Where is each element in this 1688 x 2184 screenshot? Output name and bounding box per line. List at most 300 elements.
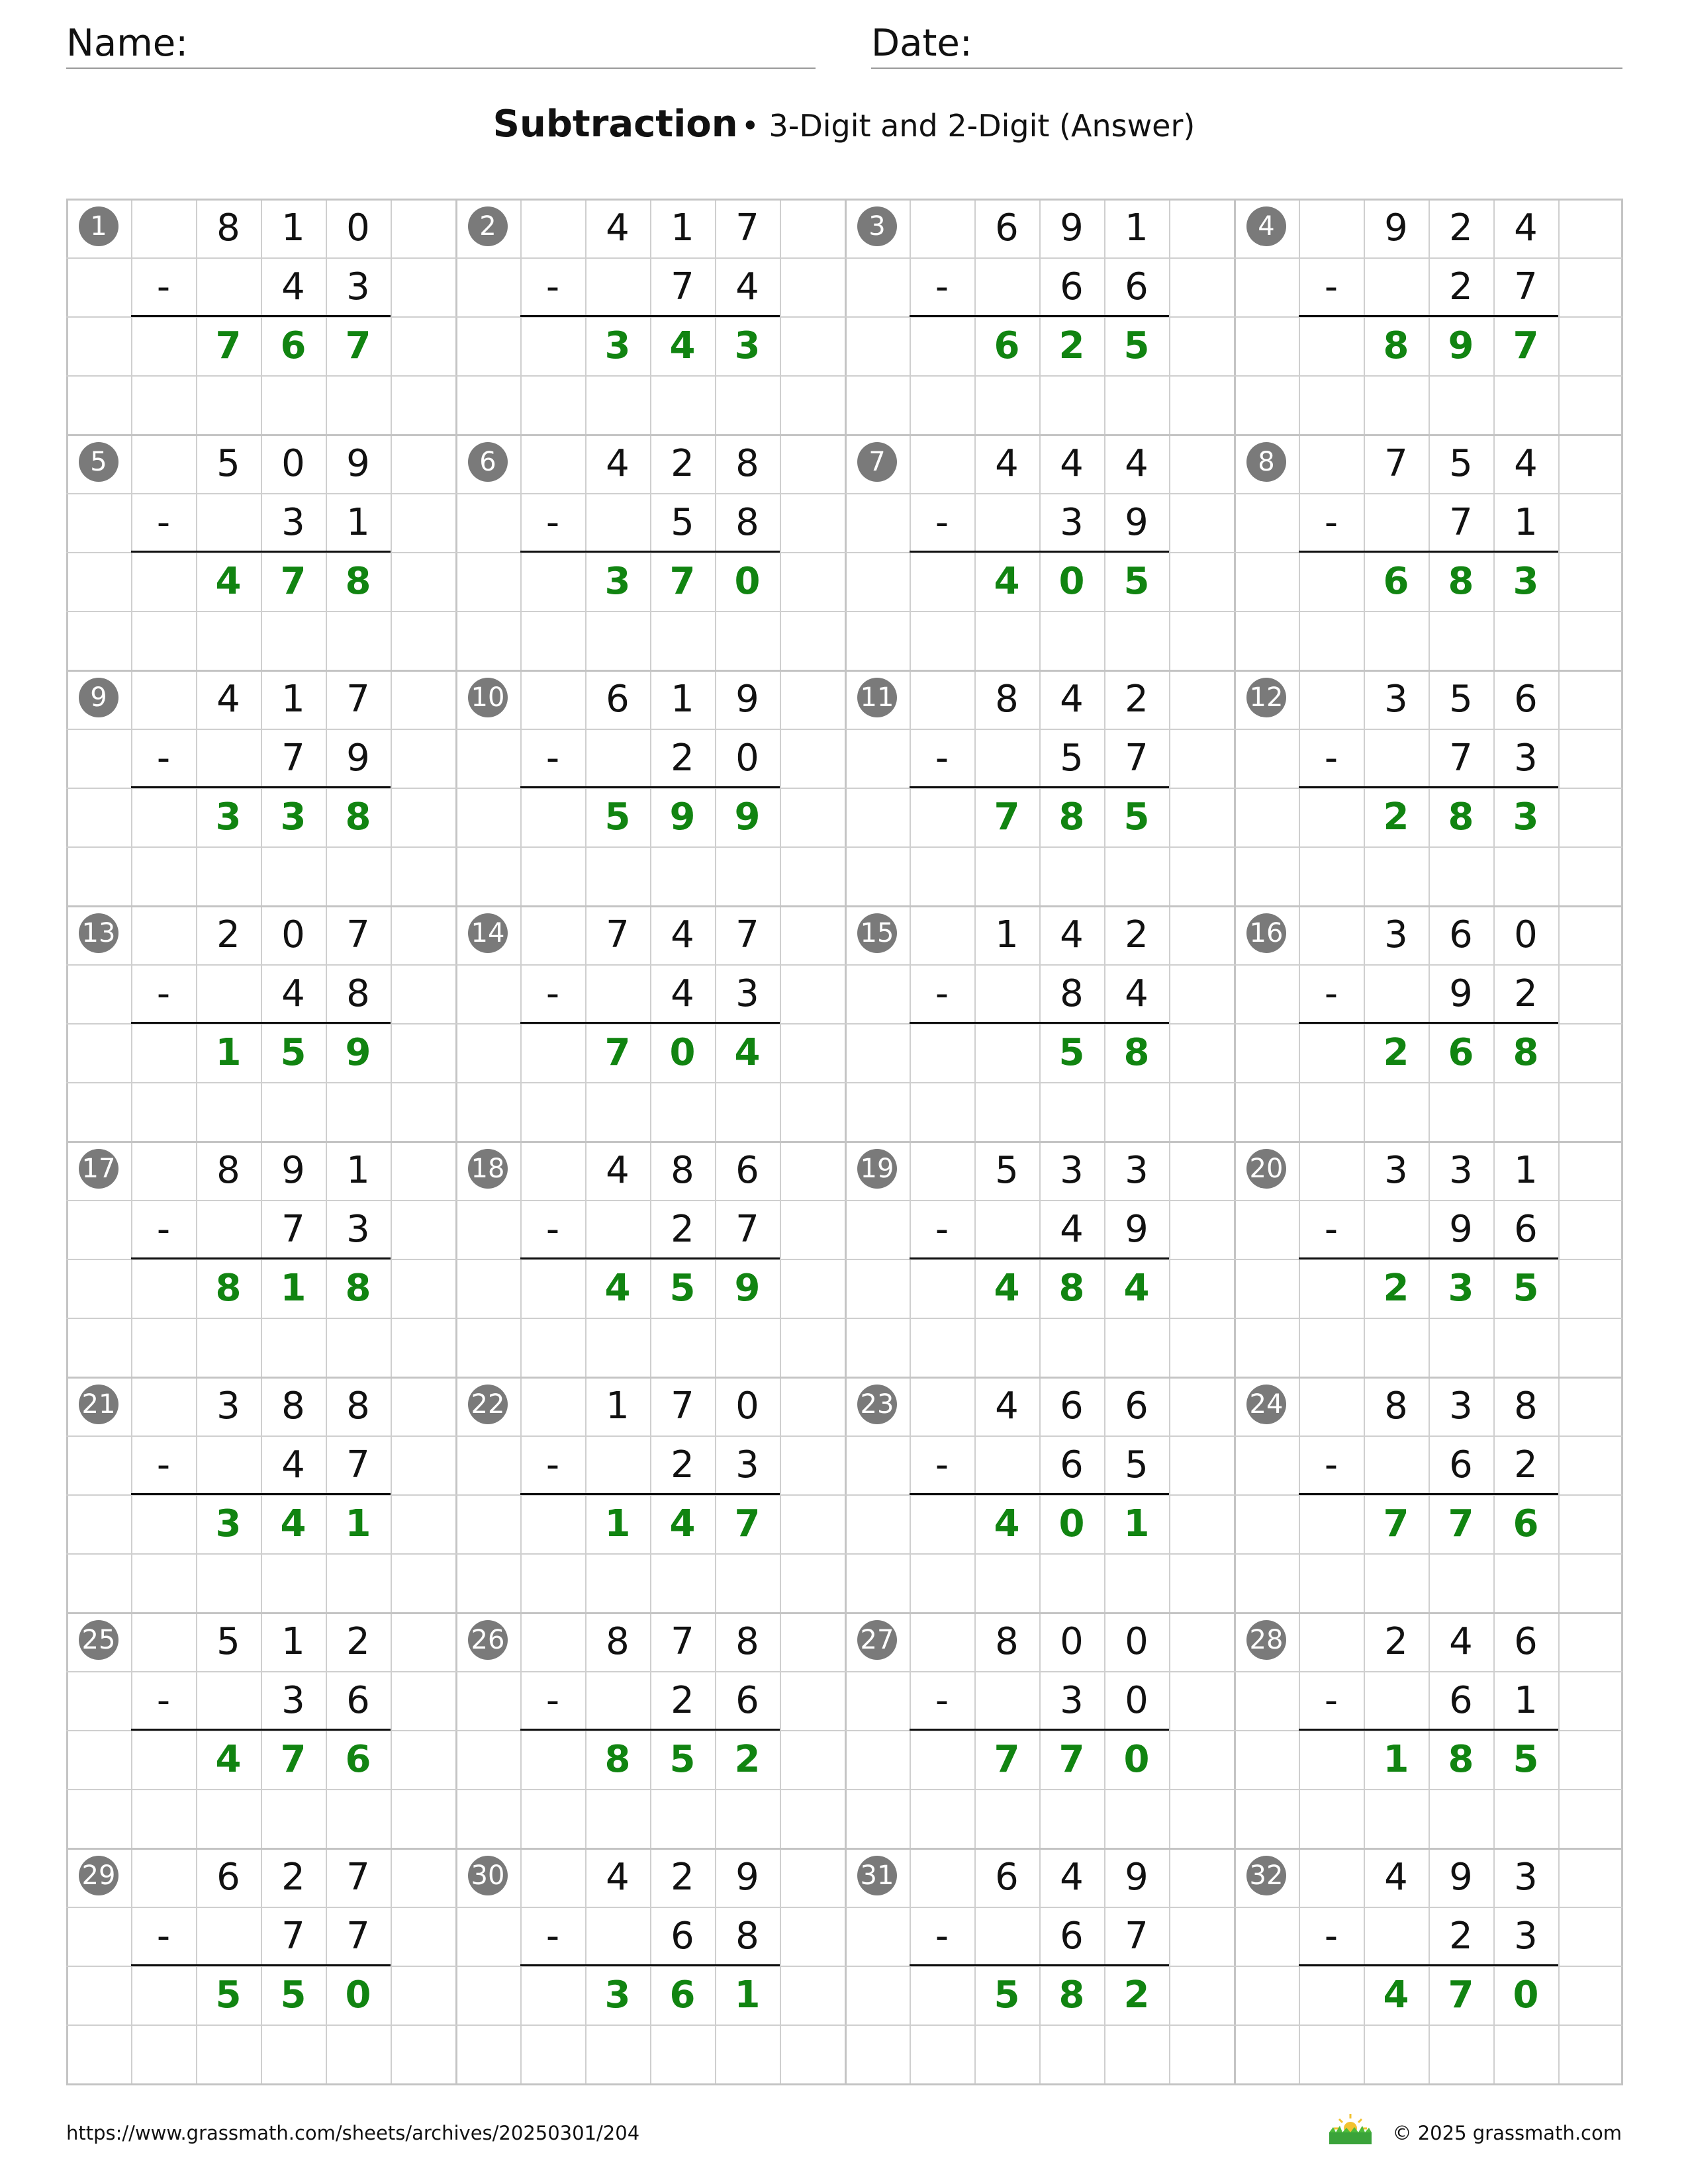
subtrahend-digit: 7 bbox=[735, 1207, 759, 1251]
answer-digit: 9 bbox=[1448, 324, 1474, 367]
answer-digit: 3 bbox=[215, 795, 242, 839]
minuend-digit: 6 bbox=[1514, 1619, 1538, 1663]
problem-12 bbox=[1234, 670, 1623, 905]
grid-line bbox=[66, 2083, 1622, 2085]
answer-digit: 6 bbox=[994, 324, 1020, 367]
answer-digit: 3 bbox=[1513, 559, 1539, 603]
problem-number-badge: 10 bbox=[468, 678, 508, 717]
answer-rule bbox=[131, 1964, 391, 1966]
answer-rule bbox=[1299, 1964, 1558, 1966]
answer-rule bbox=[520, 786, 780, 788]
minuend-digit: 6 bbox=[216, 1855, 240, 1899]
minus-sign: - bbox=[1324, 265, 1338, 308]
minuend-digit: 1 bbox=[281, 206, 305, 250]
answer-digit: 2 bbox=[1383, 795, 1409, 839]
minuend-digit: 1 bbox=[281, 1619, 305, 1663]
minuend-digit: 1 bbox=[1125, 206, 1149, 250]
minuend-digit: 3 bbox=[216, 1384, 240, 1428]
minus-sign: - bbox=[545, 1678, 560, 1722]
answer-rule bbox=[131, 551, 391, 553]
answer-digit: 8 bbox=[604, 1737, 631, 1781]
subtrahend-digit: 7 bbox=[1449, 736, 1473, 780]
answer-rule bbox=[520, 315, 780, 317]
problem-number-badge: 6 bbox=[468, 442, 508, 482]
problem-17 bbox=[66, 1141, 455, 1377]
answer-digit: 3 bbox=[604, 324, 631, 367]
answer-digit: 5 bbox=[215, 1973, 242, 2017]
problem-24 bbox=[1234, 1377, 1623, 1612]
minuend-digit: 4 bbox=[1384, 1855, 1408, 1899]
answer-digit: 3 bbox=[604, 1973, 631, 2017]
minuend-digit: 8 bbox=[606, 1619, 630, 1663]
problem-number-badge: 21 bbox=[79, 1385, 118, 1424]
answer-digit: 7 bbox=[215, 324, 242, 367]
subtrahend-digit: 6 bbox=[671, 1914, 694, 1958]
minuend-digit: 5 bbox=[1449, 677, 1473, 721]
minuend-digit: 9 bbox=[735, 677, 759, 721]
problem-number-badge: 5 bbox=[79, 442, 118, 482]
problem-9 bbox=[66, 670, 455, 905]
problem-8 bbox=[1234, 434, 1623, 670]
answer-digit: 7 bbox=[1058, 1737, 1085, 1781]
minuend-digit: 1 bbox=[606, 1384, 630, 1428]
minus-sign: - bbox=[156, 1914, 171, 1958]
subtrahend-digit: 7 bbox=[1125, 1914, 1149, 1958]
minus-sign: - bbox=[935, 500, 949, 544]
answer-digit: 7 bbox=[669, 559, 696, 603]
answer-digit: 4 bbox=[1123, 1266, 1150, 1310]
answer-digit: 0 bbox=[1123, 1737, 1150, 1781]
minus-sign: - bbox=[935, 1207, 949, 1251]
answer-digit: 4 bbox=[734, 1030, 761, 1074]
minuend-digit: 7 bbox=[1384, 441, 1408, 485]
answer-digit: 7 bbox=[345, 324, 371, 367]
answer-rule bbox=[910, 1257, 1169, 1259]
subtrahend-digit: 3 bbox=[1060, 500, 1084, 544]
problem-number-badge: 18 bbox=[468, 1149, 508, 1189]
name-line[interactable] bbox=[66, 68, 816, 69]
minuend-digit: 3 bbox=[1060, 1148, 1084, 1192]
answer-digit: 5 bbox=[604, 795, 631, 839]
problem-5 bbox=[66, 434, 455, 670]
problem-6 bbox=[455, 434, 845, 670]
answer-rule bbox=[1299, 551, 1558, 553]
problem-1 bbox=[66, 199, 455, 434]
minus-sign: - bbox=[545, 500, 560, 544]
subtrahend-digit: 6 bbox=[1449, 1443, 1473, 1486]
minuend-digit: 4 bbox=[671, 913, 694, 956]
minuend-digit: 4 bbox=[1449, 1619, 1473, 1663]
minuend-digit: 9 bbox=[735, 1855, 759, 1899]
minuend-digit: 1 bbox=[1514, 1148, 1538, 1192]
problem-18 bbox=[455, 1141, 845, 1377]
problem-number-badge: 1 bbox=[79, 206, 118, 246]
answer-digit: 8 bbox=[1448, 795, 1474, 839]
minus-sign: - bbox=[935, 265, 949, 308]
minuend-digit: 4 bbox=[1060, 677, 1084, 721]
problem-number-badge: 22 bbox=[468, 1385, 508, 1424]
problem-number-badge: 14 bbox=[468, 913, 508, 953]
subtrahend-digit: 2 bbox=[1449, 1914, 1473, 1958]
subtrahend-digit: 9 bbox=[1449, 1207, 1473, 1251]
answer-rule bbox=[131, 1493, 391, 1495]
problem-25 bbox=[66, 1612, 455, 1848]
minuend-digit: 7 bbox=[671, 1619, 694, 1663]
answer-digit: 4 bbox=[669, 1502, 696, 1545]
minus-sign: - bbox=[1324, 1678, 1338, 1722]
problem-26 bbox=[455, 1612, 845, 1848]
minuend-digit: 0 bbox=[281, 913, 305, 956]
minuend-digit: 4 bbox=[995, 1384, 1019, 1428]
answer-rule bbox=[910, 1022, 1169, 1024]
answer-rule bbox=[131, 1022, 391, 1024]
answer-digit: 4 bbox=[994, 1266, 1020, 1310]
minuend-digit: 3 bbox=[1384, 1148, 1408, 1192]
minus-sign: - bbox=[545, 972, 560, 1015]
minus-sign: - bbox=[156, 1678, 171, 1722]
grass-sun-logo-icon bbox=[1324, 2111, 1377, 2146]
subtrahend-digit: 3 bbox=[346, 265, 370, 308]
minuend-digit: 5 bbox=[216, 1619, 240, 1663]
minuend-digit: 5 bbox=[216, 441, 240, 485]
problem-10 bbox=[455, 670, 845, 905]
answer-digit: 8 bbox=[1448, 1737, 1474, 1781]
minuend-digit: 0 bbox=[346, 206, 370, 250]
minuend-digit: 4 bbox=[216, 677, 240, 721]
minus-sign: - bbox=[935, 1443, 949, 1486]
answer-rule bbox=[131, 1257, 391, 1259]
answer-digit: 5 bbox=[669, 1266, 696, 1310]
minuend-digit: 2 bbox=[1125, 913, 1149, 956]
minuend-digit: 9 bbox=[346, 441, 370, 485]
answer-digit: 6 bbox=[345, 1737, 371, 1781]
minuend-digit: 2 bbox=[281, 1855, 305, 1899]
answer-digit: 5 bbox=[1123, 795, 1150, 839]
answer-digit: 7 bbox=[280, 1737, 306, 1781]
minuend-digit: 5 bbox=[995, 1148, 1019, 1192]
minus-sign: - bbox=[1324, 972, 1338, 1015]
minus-sign: - bbox=[156, 1207, 171, 1251]
minuend-digit: 3 bbox=[1449, 1148, 1473, 1192]
problem-number-badge: 8 bbox=[1246, 442, 1286, 482]
minus-sign: - bbox=[545, 1443, 560, 1486]
answer-rule bbox=[910, 315, 1169, 317]
subtrahend-digit: 6 bbox=[346, 1678, 370, 1722]
problem-number-badge: 30 bbox=[468, 1856, 508, 1895]
problem-3 bbox=[845, 199, 1234, 434]
answer-digit: 6 bbox=[280, 324, 306, 367]
minuend-digit: 7 bbox=[735, 913, 759, 956]
answer-digit: 0 bbox=[734, 559, 761, 603]
minus-sign: - bbox=[156, 500, 171, 544]
answer-digit: 8 bbox=[1383, 324, 1409, 367]
minus-sign: - bbox=[1324, 736, 1338, 780]
answer-digit: 1 bbox=[1383, 1737, 1409, 1781]
minuend-digit: 2 bbox=[671, 1855, 694, 1899]
answer-digit: 7 bbox=[280, 559, 306, 603]
answer-digit: 4 bbox=[215, 559, 242, 603]
answer-digit: 6 bbox=[1383, 559, 1409, 603]
minus-sign: - bbox=[156, 1443, 171, 1486]
minuend-digit: 1 bbox=[346, 1148, 370, 1192]
answer-rule bbox=[1299, 1729, 1558, 1731]
answer-digit: 9 bbox=[734, 1266, 761, 1310]
minuend-digit: 9 bbox=[1125, 1855, 1149, 1899]
answer-digit: 4 bbox=[669, 324, 696, 367]
answer-rule bbox=[910, 1493, 1169, 1495]
problem-number-badge: 3 bbox=[857, 206, 897, 246]
minus-sign: - bbox=[1324, 500, 1338, 544]
minuend-digit: 6 bbox=[606, 677, 630, 721]
answer-digit: 4 bbox=[1383, 1973, 1409, 2017]
subtrahend-digit: 2 bbox=[1514, 972, 1538, 1015]
answer-digit: 3 bbox=[1513, 795, 1539, 839]
subtrahend-digit: 6 bbox=[1060, 265, 1084, 308]
answer-digit: 2 bbox=[1383, 1266, 1409, 1310]
subtrahend-digit: 4 bbox=[1060, 1207, 1084, 1251]
minuend-digit: 3 bbox=[1384, 913, 1408, 956]
minuend-digit: 4 bbox=[1514, 206, 1538, 250]
minus-sign: - bbox=[1324, 1914, 1338, 1958]
answer-digit: 5 bbox=[280, 1973, 306, 2017]
subtrahend-digit: 4 bbox=[281, 972, 305, 1015]
minuend-digit: 6 bbox=[1125, 1384, 1149, 1428]
minuend-digit: 3 bbox=[1125, 1148, 1149, 1192]
problem-number-badge: 29 bbox=[79, 1856, 118, 1895]
subtrahend-digit: 8 bbox=[1060, 972, 1084, 1015]
minus-sign: - bbox=[545, 1207, 560, 1251]
problem-number-badge: 16 bbox=[1246, 913, 1286, 953]
subtrahend-digit: 4 bbox=[1125, 972, 1149, 1015]
answer-digit: 4 bbox=[280, 1502, 306, 1545]
answer-digit bbox=[974, 1023, 1039, 1082]
subtrahend-digit: 4 bbox=[281, 1443, 305, 1486]
answer-digit: 1 bbox=[280, 1266, 306, 1310]
answer-rule bbox=[1299, 786, 1558, 788]
problem-number-badge: 26 bbox=[468, 1620, 508, 1660]
minuend-digit: 7 bbox=[346, 677, 370, 721]
problem-number-badge: 9 bbox=[79, 678, 118, 717]
problem-28 bbox=[1234, 1612, 1623, 1848]
problem-14 bbox=[455, 905, 845, 1141]
subtrahend-digit: 7 bbox=[281, 1207, 305, 1251]
problem-number-badge: 12 bbox=[1246, 678, 1286, 717]
subtrahend-digit: 1 bbox=[346, 500, 370, 544]
answer-rule bbox=[131, 315, 391, 317]
minuend-digit: 3 bbox=[1449, 1384, 1473, 1428]
minuend-digit: 1 bbox=[671, 677, 694, 721]
answer-digit: 7 bbox=[1448, 1973, 1474, 2017]
minuend-digit: 6 bbox=[1449, 913, 1473, 956]
answer-digit: 7 bbox=[1513, 324, 1539, 367]
minuend-digit: 4 bbox=[1060, 441, 1084, 485]
problem-13 bbox=[66, 905, 455, 1141]
answer-rule bbox=[1299, 1493, 1558, 1495]
minuend-digit: 3 bbox=[1514, 1855, 1538, 1899]
problem-30 bbox=[455, 1848, 845, 2083]
minuend-digit: 7 bbox=[346, 913, 370, 956]
title-sub: • 3-Digit and 2-Digit (Answer) bbox=[741, 108, 1196, 144]
answer-digit: 3 bbox=[1448, 1266, 1474, 1310]
footer-copyright: © 2025 grassmath.com bbox=[1392, 2122, 1622, 2144]
minuend-digit: 1 bbox=[995, 913, 1019, 956]
answer-digit: 5 bbox=[280, 1030, 306, 1074]
answer-rule bbox=[910, 1729, 1169, 1731]
subtrahend-digit: 3 bbox=[346, 1207, 370, 1251]
answer-digit: 8 bbox=[215, 1266, 242, 1310]
name-label: Name: bbox=[66, 22, 189, 65]
minus-sign: - bbox=[935, 1678, 949, 1722]
problem-4 bbox=[1234, 199, 1623, 434]
problem-number-badge: 17 bbox=[79, 1149, 118, 1189]
subtrahend-digit: 2 bbox=[1449, 265, 1473, 308]
subtrahend-digit: 6 bbox=[1060, 1443, 1084, 1486]
answer-digit: 1 bbox=[604, 1502, 631, 1545]
subtrahend-digit: 9 bbox=[1125, 500, 1149, 544]
answer-rule bbox=[910, 1964, 1169, 1966]
answer-digit: 8 bbox=[1058, 1973, 1085, 2017]
subtrahend-digit: 7 bbox=[346, 1443, 370, 1486]
minuend-digit: 9 bbox=[1384, 206, 1408, 250]
minuend-digit: 7 bbox=[671, 1384, 694, 1428]
subtrahend-digit: 4 bbox=[671, 972, 694, 1015]
subtrahend-digit: 4 bbox=[735, 265, 759, 308]
answer-rule bbox=[1299, 1022, 1558, 1024]
minuend-digit: 8 bbox=[346, 1384, 370, 1428]
answer-digit: 4 bbox=[215, 1737, 242, 1781]
problem-22 bbox=[455, 1377, 845, 1612]
answer-digit: 5 bbox=[1123, 324, 1150, 367]
date-label: Date: bbox=[871, 22, 972, 65]
minuend-digit: 4 bbox=[606, 1148, 630, 1192]
answer-rule bbox=[520, 1493, 780, 1495]
minuend-digit: 4 bbox=[1060, 913, 1084, 956]
minuend-digit: 4 bbox=[1125, 441, 1149, 485]
problem-7 bbox=[845, 434, 1234, 670]
minuend-digit: 8 bbox=[1514, 1384, 1538, 1428]
minuend-digit: 6 bbox=[995, 206, 1019, 250]
subtrahend-digit: 0 bbox=[1125, 1678, 1149, 1722]
minuend-digit: 0 bbox=[1125, 1619, 1149, 1663]
answer-rule bbox=[1299, 1257, 1558, 1259]
problem-29 bbox=[66, 1848, 455, 2083]
minuend-digit: 6 bbox=[995, 1855, 1019, 1899]
minuend-digit: 0 bbox=[281, 441, 305, 485]
answer-digit: 6 bbox=[1513, 1502, 1539, 1545]
answer-digit: 8 bbox=[345, 795, 371, 839]
answer-rule bbox=[131, 786, 391, 788]
answer-digit: 2 bbox=[1058, 324, 1085, 367]
answer-digit: 0 bbox=[669, 1030, 696, 1074]
answer-digit: 7 bbox=[1383, 1502, 1409, 1545]
minuend-digit: 8 bbox=[671, 1148, 694, 1192]
subtrahend-digit: 1 bbox=[1514, 500, 1538, 544]
minuend-digit: 8 bbox=[281, 1384, 305, 1428]
subtrahend-digit: 2 bbox=[1514, 1443, 1538, 1486]
minuend-digit: 4 bbox=[606, 441, 630, 485]
date-line[interactable] bbox=[871, 68, 1622, 69]
subtrahend-digit: 2 bbox=[671, 1443, 694, 1486]
subtrahend-digit: 9 bbox=[1449, 972, 1473, 1015]
subtrahend-digit: 3 bbox=[1514, 1914, 1538, 1958]
problem-number-badge: 11 bbox=[857, 678, 897, 717]
subtrahend-digit: 8 bbox=[346, 972, 370, 1015]
answer-digit: 5 bbox=[669, 1737, 696, 1781]
answer-digit: 3 bbox=[604, 559, 631, 603]
answer-digit: 3 bbox=[280, 795, 306, 839]
subtrahend-digit: 5 bbox=[1060, 736, 1084, 780]
problem-19 bbox=[845, 1141, 1234, 1377]
subtrahend-digit: 9 bbox=[1125, 1207, 1149, 1251]
answer-digit: 5 bbox=[1513, 1266, 1539, 1310]
problem-27 bbox=[845, 1612, 1234, 1848]
minuend-digit: 8 bbox=[1384, 1384, 1408, 1428]
subtrahend-digit: 6 bbox=[735, 1678, 759, 1722]
minuend-digit: 8 bbox=[216, 1148, 240, 1192]
minus-sign: - bbox=[545, 736, 560, 780]
answer-digit: 5 bbox=[1513, 1737, 1539, 1781]
subtrahend-digit: 6 bbox=[1449, 1678, 1473, 1722]
subtrahend-digit: 8 bbox=[735, 1914, 759, 1958]
minus-sign: - bbox=[935, 736, 949, 780]
minuend-digit: 2 bbox=[671, 441, 694, 485]
minuend-digit: 2 bbox=[216, 913, 240, 956]
minuend-digit: 7 bbox=[346, 1855, 370, 1899]
minuend-digit: 4 bbox=[1060, 1855, 1084, 1899]
subtrahend-digit: 3 bbox=[281, 500, 305, 544]
problem-number-badge: 23 bbox=[857, 1385, 897, 1424]
answer-digit: 8 bbox=[1058, 1266, 1085, 1310]
subtrahend-digit: 3 bbox=[735, 1443, 759, 1486]
answer-digit: 7 bbox=[734, 1502, 761, 1545]
answer-digit: 1 bbox=[734, 1973, 761, 2017]
subtrahend-digit: 7 bbox=[671, 265, 694, 308]
minuend-digit: 0 bbox=[735, 1384, 759, 1428]
minuend-digit: 9 bbox=[1449, 1855, 1473, 1899]
answer-digit: 4 bbox=[994, 559, 1020, 603]
answer-rule bbox=[520, 551, 780, 553]
answer-digit: 8 bbox=[345, 559, 371, 603]
problem-number-badge: 24 bbox=[1246, 1385, 1286, 1424]
problem-number-badge: 25 bbox=[79, 1620, 118, 1660]
problem-number-badge: 13 bbox=[79, 913, 118, 953]
problem-number-badge: 27 bbox=[857, 1620, 897, 1660]
minuend-digit: 8 bbox=[995, 1619, 1019, 1663]
answer-rule bbox=[520, 1964, 780, 1966]
minuend-digit: 1 bbox=[281, 677, 305, 721]
answer-digit: 8 bbox=[345, 1266, 371, 1310]
minuend-digit: 6 bbox=[735, 1148, 759, 1192]
subtrahend-digit: 8 bbox=[735, 500, 759, 544]
minuend-digit: 8 bbox=[735, 1619, 759, 1663]
minus-sign: - bbox=[156, 972, 171, 1015]
answer-digit: 8 bbox=[1448, 559, 1474, 603]
minuend-digit: 7 bbox=[735, 206, 759, 250]
answer-rule bbox=[520, 1729, 780, 1731]
subtrahend-digit: 5 bbox=[671, 500, 694, 544]
answer-digit: 9 bbox=[734, 795, 761, 839]
minuend-digit: 0 bbox=[1514, 913, 1538, 956]
subtrahend-digit: 6 bbox=[1060, 1914, 1084, 1958]
answer-rule bbox=[910, 786, 1169, 788]
minuend-digit: 2 bbox=[1384, 1619, 1408, 1663]
answer-digit: 4 bbox=[994, 1502, 1020, 1545]
problem-number-badge: 15 bbox=[857, 913, 897, 953]
problem-number-badge: 7 bbox=[857, 442, 897, 482]
answer-rule bbox=[910, 551, 1169, 553]
minuend-digit: 2 bbox=[346, 1619, 370, 1663]
answer-digit: 4 bbox=[604, 1266, 631, 1310]
